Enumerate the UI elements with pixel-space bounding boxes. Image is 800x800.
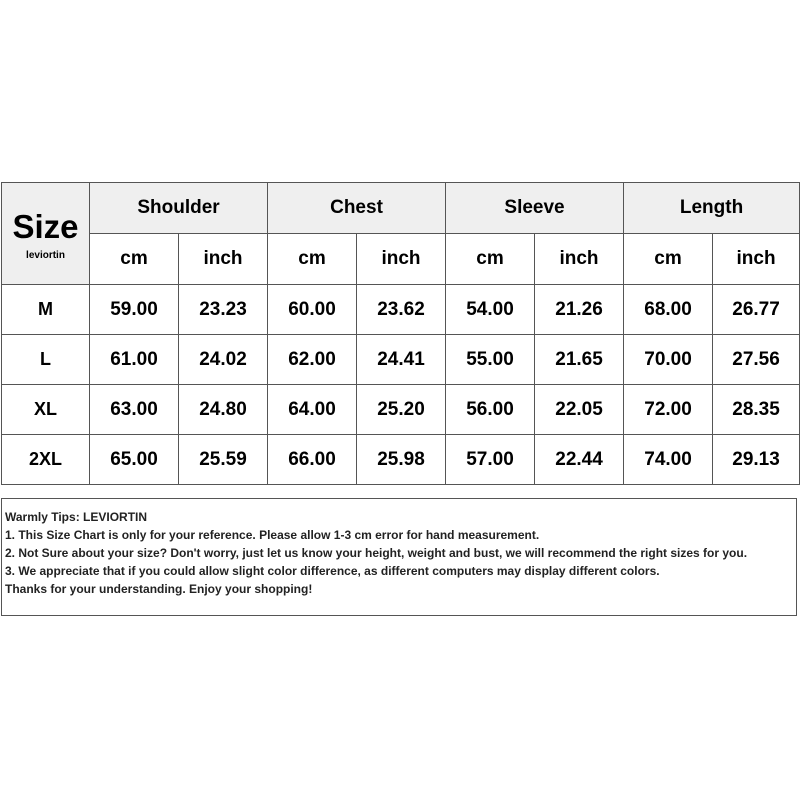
size-title: Size — [12, 208, 79, 245]
tip-line: 1. This Size Chart is only for your reference. Please allow 1-3 cm error for hand measurement. — [5, 528, 540, 542]
table-cell: 57.00 — [446, 435, 535, 485]
table-cell: 62.00 — [268, 335, 357, 385]
size-label: XL — [2, 385, 90, 435]
table-cell: 25.20 — [357, 385, 446, 435]
table-row — [2, 435, 800, 485]
table-cell: 28.35 — [713, 385, 800, 435]
size-label: 2XL — [2, 435, 90, 485]
table-cell: 22.44 — [535, 435, 624, 485]
table-cell: 72.00 — [624, 385, 713, 435]
table-cell: 21.65 — [535, 335, 624, 385]
table-cell: 60.00 — [268, 285, 357, 335]
tips-heading: Warmly Tips: LEVIORTIN — [5, 510, 148, 524]
unit-inch: inch — [357, 234, 446, 285]
table-cell: 23.23 — [179, 285, 268, 335]
column-header-sleeve: Sleeve — [446, 183, 624, 234]
table-cell: 65.00 — [90, 435, 179, 485]
tips-box — [1, 498, 797, 616]
unit-cm: cm — [90, 234, 179, 285]
table-cell: 27.56 — [713, 335, 800, 385]
unit-inch: inch — [713, 234, 800, 285]
size-header-cell — [2, 183, 90, 285]
table-cell: 21.26 — [535, 285, 624, 335]
column-header-chest: Chest — [268, 183, 446, 234]
table-cell: 25.59 — [179, 435, 268, 485]
table-cell: 24.80 — [179, 385, 268, 435]
brand-name: leviortin — [26, 250, 65, 261]
table-cell: 61.00 — [90, 335, 179, 385]
unit-inch: inch — [179, 234, 268, 285]
table-cell: 56.00 — [446, 385, 535, 435]
table-cell: 24.02 — [179, 335, 268, 385]
table-cell: 24.41 — [357, 335, 446, 385]
table-cell: 26.77 — [713, 285, 800, 335]
tip-line: 3. We appreciate that if you could allow slight color difference, as different computers may display different colors. — [5, 564, 660, 578]
table-cell: 55.00 — [446, 335, 535, 385]
table-cell: 70.00 — [624, 335, 713, 385]
table-cell: 23.62 — [357, 285, 446, 335]
unit-cm: cm — [624, 234, 713, 285]
unit-header-row — [2, 234, 800, 285]
size-label: L — [2, 335, 90, 385]
tips-closing: Thanks for your understanding. Enjoy your shopping! — [5, 582, 313, 596]
table-cell: 54.00 — [446, 285, 535, 335]
table-cell: 29.13 — [713, 435, 800, 485]
unit-inch: inch — [535, 234, 624, 285]
tip-line: 2. Not Sure about your size? Don't worry, just let us know your height, weight and bust, we will recommend the right sizes for you. — [5, 546, 748, 560]
size-label: M — [2, 285, 90, 335]
table-cell: 64.00 — [268, 385, 357, 435]
measurement-header-row — [2, 183, 800, 234]
table-row — [2, 285, 800, 335]
column-header-length: Length — [624, 183, 800, 234]
table-cell: 66.00 — [268, 435, 357, 485]
table-row — [2, 385, 800, 435]
unit-cm: cm — [268, 234, 357, 285]
table-row — [2, 335, 800, 385]
table-cell: 22.05 — [535, 385, 624, 435]
size-chart-table — [1, 182, 800, 485]
table-cell: 59.00 — [90, 285, 179, 335]
table-cell: 74.00 — [624, 435, 713, 485]
table-cell: 63.00 — [90, 385, 179, 435]
column-header-shoulder: Shoulder — [90, 183, 268, 234]
table-cell: 68.00 — [624, 285, 713, 335]
table-cell: 25.98 — [357, 435, 446, 485]
unit-cm: cm — [446, 234, 535, 285]
